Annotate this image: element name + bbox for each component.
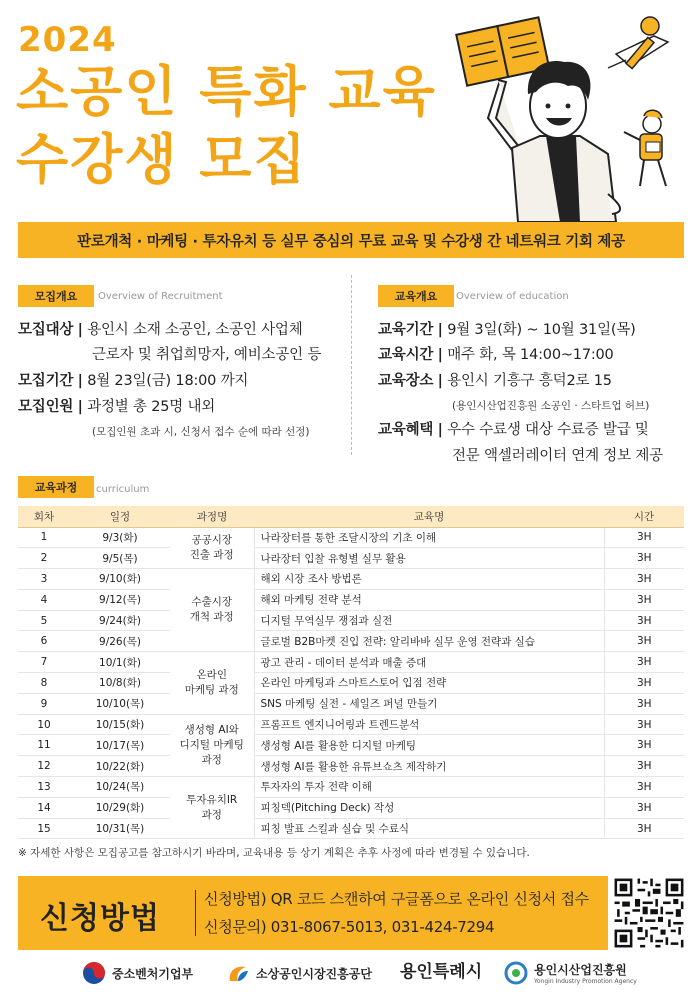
row-hours: 3H: [604, 673, 684, 694]
row-course: 생성형 AI를 활용한 디지털 마케팅: [254, 735, 604, 756]
education-period: 교육기간 | 9월 3일(화) ~ 10월 31일(목): [378, 322, 636, 338]
row-hours: 3H: [604, 548, 684, 569]
education-place-label: 교육장소: [378, 373, 434, 389]
qr-code-icon[interactable]: [612, 876, 686, 950]
header-hours: 시간: [604, 506, 684, 527]
row-no: 9: [18, 693, 70, 714]
row-date: 9/10(화): [70, 569, 170, 590]
main-title-line2: 수강생 모집: [16, 128, 308, 191]
education-subtitle: Overview of education: [456, 291, 569, 302]
footnote: ※ 자세한 사항은 모집공고를 참고하시기 바라며, 교육내용 등 상기 계획은 추후 사정에 따라 변경될 수 있습니다.: [18, 847, 530, 859]
education-benefit-label: 교육혜택: [378, 422, 434, 438]
row-hours: 3H: [604, 569, 684, 590]
year: 2024: [18, 20, 117, 60]
education-time-label: 교육시간: [378, 347, 434, 363]
table-row: [18, 527, 684, 548]
recruit-count-label: 모집인원: [18, 399, 74, 415]
row-hours: 3H: [604, 714, 684, 735]
table-row: [18, 631, 684, 652]
row-course: 나라장터 입찰 유형별 실무 활용: [254, 548, 604, 569]
row-hours: 3H: [604, 777, 684, 798]
education-place-value: 용인시 기흥구 흥덕2로 15: [447, 373, 612, 389]
taegeuk-icon: [82, 961, 106, 985]
row-hours: 3H: [604, 756, 684, 777]
education-benefit: 교육혜택 | 우수 수료생 대상 수료증 발급 및: [378, 422, 649, 438]
hero: [0, 0, 700, 222]
recruit-count: 모집인원 | 과정별 총 25명 내외: [18, 399, 216, 415]
program-group: 온라인 마케팅 과정: [170, 652, 254, 714]
program-group: 공공시장 진출 과정: [170, 527, 254, 569]
table-row: [18, 610, 684, 631]
logo-mss: [82, 961, 193, 985]
row-course: 나라장터를 통한 조달시장의 기초 이해: [254, 527, 604, 548]
header-course: 교육명: [254, 506, 604, 527]
education-benefit-line2: 전문 액셀러레이터 연계 정보 제공: [452, 448, 663, 464]
logo-yipa: [504, 961, 637, 985]
recruit-period: 모집기간 | 8월 23일(금) 18:00 까지: [18, 373, 249, 389]
summary-banner: 판로개척 · 마케팅 · 투자유치 등 실무 중심의 무료 교육 및 수강생 간 네트워크 기회 제공: [18, 222, 684, 258]
table-row: [18, 818, 684, 839]
table-header-row: [18, 506, 684, 527]
row-no: 11: [18, 735, 70, 756]
education-place: 교육장소 | 용인시 기흥구 흥덕2로 15: [378, 373, 612, 389]
table-row: [18, 693, 684, 714]
education-period-label: 교육기간: [378, 322, 434, 338]
apply-box: [18, 876, 608, 950]
recruit-target-line2: 근로자 및 취업희망자, 예비소공인 등: [92, 347, 322, 363]
education-period-value: 9월 3일(화) ~ 10월 31일(목): [447, 322, 636, 338]
program-group: 수출시장 개척 과정: [170, 569, 254, 652]
table-row: [18, 548, 684, 569]
divider: [351, 275, 352, 455]
row-hours: 3H: [604, 652, 684, 673]
row-date: 9/3(화): [70, 527, 170, 548]
row-course: 프롬프트 엔지니어링과 트렌드분석: [254, 714, 604, 735]
recruit-target-label: 모집대상: [18, 322, 74, 338]
recruit-count-value: 과정별 총 25명 내외: [87, 399, 216, 415]
row-date: 9/12(목): [70, 589, 170, 610]
table-row: [18, 714, 684, 735]
row-hours: 3H: [604, 589, 684, 610]
main-title-line1: 소공인 특화 교육: [16, 60, 437, 123]
recruit-subtitle: Overview of Recruitment: [98, 291, 223, 302]
program-group: 투자유치IR 과정: [170, 777, 254, 839]
row-course: 해외 마케팅 전략 분석: [254, 589, 604, 610]
logo-semas-text: 소상공인시장진흥공단: [256, 966, 372, 981]
row-no: 7: [18, 652, 70, 673]
row-no: 1: [18, 527, 70, 548]
logo-semas: [226, 961, 372, 985]
row-no: 14: [18, 797, 70, 818]
row-course: 피칭덱(Pitching Deck) 작성: [254, 797, 604, 818]
table-row: [18, 756, 684, 777]
table-row: [18, 777, 684, 798]
row-date: 10/1(화): [70, 652, 170, 673]
row-no: 15: [18, 818, 70, 839]
logo-yongin: [400, 957, 482, 982]
apply-contact: 신청문의) 031-8067-5013, 031-424-7294: [204, 918, 495, 936]
table-row: [18, 652, 684, 673]
curriculum-tag: 교육과정: [18, 476, 94, 498]
education-place-note: (용인시산업진흥원 소공인 · 스타트업 허브): [452, 400, 650, 412]
row-hours: 3H: [604, 735, 684, 756]
row-date: 9/5(목): [70, 548, 170, 569]
logo-yongin-text: 용인특례시: [400, 962, 483, 982]
row-no: 5: [18, 610, 70, 631]
logo-mss-text: 중소벤처기업부: [112, 966, 194, 981]
apply-title: 신청방법: [40, 901, 160, 936]
table-row: [18, 735, 684, 756]
curriculum-subtitle: curriculum: [96, 484, 150, 495]
row-date: 10/29(화): [70, 797, 170, 818]
row-course: 글로벌 B2B마켓 진입 전략: 알리바바 실무 운영 전략과 실습: [254, 631, 604, 652]
row-date: 10/24(목): [70, 777, 170, 798]
row-no: 8: [18, 673, 70, 694]
recruit-period-value: 8월 23일(금) 18:00 까지: [87, 373, 249, 389]
row-no: 4: [18, 589, 70, 610]
row-course: 온라인 마케팅과 스마트스토어 입점 전략: [254, 673, 604, 694]
row-course: 해외 시장 조사 방법론: [254, 569, 604, 590]
row-course: 피칭 발표 스킬과 실습 및 수료식: [254, 818, 604, 839]
character-illustration: [440, 8, 690, 222]
education-benefit-line1: 우수 수료생 대상 수료증 발급 및: [447, 422, 649, 438]
row-no: 6: [18, 631, 70, 652]
row-course: SNS 마케팅 실전 - 세일즈 퍼널 만들기: [254, 693, 604, 714]
row-date: 10/15(화): [70, 714, 170, 735]
row-date: 10/8(화): [70, 673, 170, 694]
recruit-period-label: 모집기간: [18, 373, 74, 389]
table-row: [18, 589, 684, 610]
semas-mark-icon: [226, 961, 250, 985]
row-date: 9/26(목): [70, 631, 170, 652]
row-course: 투자자의 투자 전략 이해: [254, 777, 604, 798]
header-program: 과정명: [170, 506, 254, 527]
row-course: 광고 관리 - 데이터 분석과 매출 증대: [254, 652, 604, 673]
recruit-note: (모집인원 초과 시, 신청서 접수 순에 따라 선정): [92, 426, 310, 438]
row-date: 10/22(화): [70, 756, 170, 777]
apply-divider: [195, 890, 196, 936]
row-course: 디지털 무역실무 쟁점과 실전: [254, 610, 604, 631]
education-time: 교육시간 | 매주 화, 목 14:00~17:00: [378, 347, 614, 363]
row-hours: 3H: [604, 631, 684, 652]
logo-yipa-text-block: [534, 961, 637, 985]
row-hours: 3H: [604, 610, 684, 631]
header-date: 일정: [70, 506, 170, 527]
row-hours: 3H: [604, 797, 684, 818]
row-date: 10/31(목): [70, 818, 170, 839]
program-group: 생성형 AI와 디지털 마케팅 과정: [170, 714, 254, 776]
row-hours: 3H: [604, 527, 684, 548]
row-date: 10/10(목): [70, 693, 170, 714]
table-row: [18, 673, 684, 694]
recruit-target-line1: 용인시 소재 소공인, 소공인 사업체: [87, 322, 303, 338]
recruit-tag: 모집개요: [18, 285, 94, 307]
row-date: 9/24(화): [70, 610, 170, 631]
small-person-2-icon: [624, 110, 666, 186]
row-hours: 3H: [604, 693, 684, 714]
row-date: 10/17(목): [70, 735, 170, 756]
logo-yipa-subtext: Yongin Industry Promotion Agency: [534, 978, 637, 985]
row-no: 12: [18, 756, 70, 777]
table-row: [18, 797, 684, 818]
table-row: [18, 569, 684, 590]
recruit-target: 모집대상 | 용인시 소재 소공인, 소공인 사업체: [18, 322, 303, 338]
curriculum-table: [18, 506, 684, 839]
apply-method: 신청방법) QR 코드 스캔하여 구글폼으로 온라인 신청서 접수: [204, 890, 589, 908]
row-no: 3: [18, 569, 70, 590]
education-tag: 교육개요: [378, 285, 454, 307]
row-no: 10: [18, 714, 70, 735]
logo-bar: [0, 955, 700, 995]
small-person-icon: [608, 17, 668, 69]
row-no: 13: [18, 777, 70, 798]
row-no: 2: [18, 548, 70, 569]
yipa-mark-icon: [504, 961, 528, 985]
row-course: 생성형 AI를 활용한 유튜브쇼츠 제작하기: [254, 756, 604, 777]
logo-yipa-text: 용인시산업진흥원: [534, 963, 627, 977]
education-time-value: 매주 화, 목 14:00~17:00: [447, 347, 614, 363]
header-no: 회차: [18, 506, 70, 527]
row-hours: 3H: [604, 818, 684, 839]
